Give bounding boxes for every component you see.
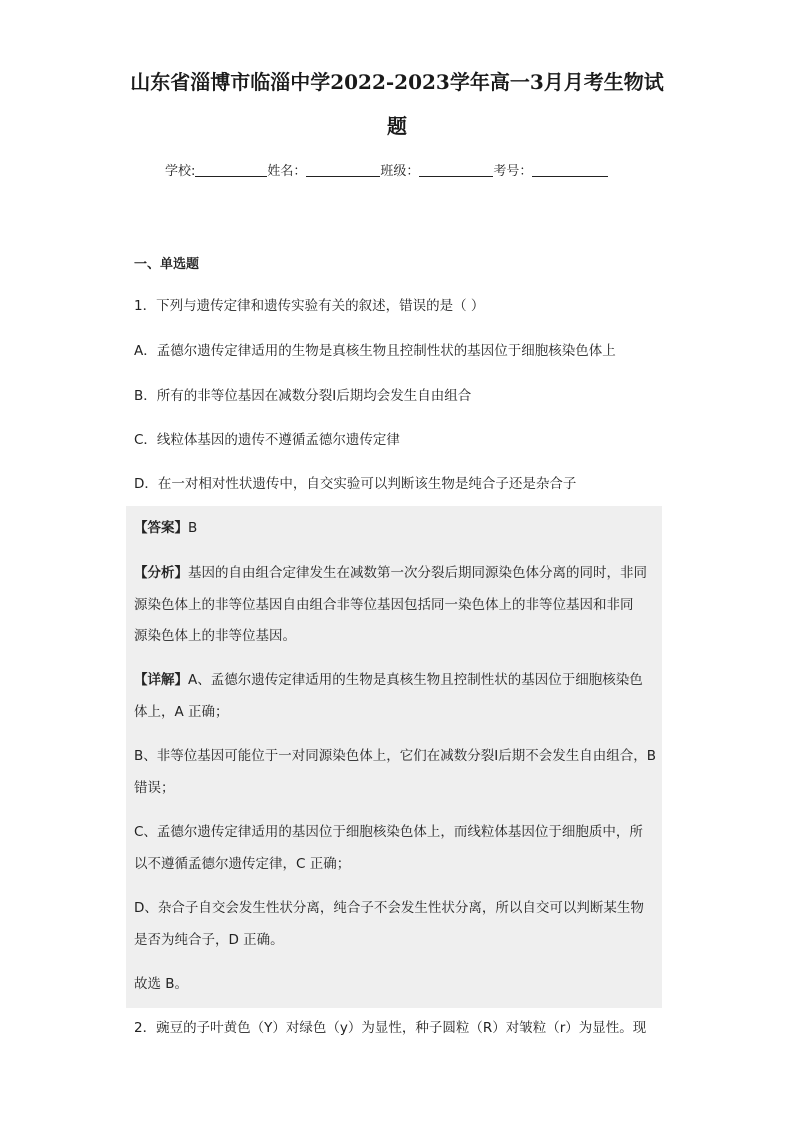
answer-line bbox=[134, 516, 197, 536]
student-info-row bbox=[165, 160, 608, 179]
analysis-line-3: 源染色体上的非等位基因。 bbox=[134, 628, 296, 644]
question-1-option-a: A．孟德尔遗传定律适用的生物是真核生物且控制性状的基因位于细胞核染色体上 bbox=[134, 343, 616, 359]
exam-number-blank[interactable] bbox=[532, 162, 608, 177]
class-blank[interactable] bbox=[419, 162, 493, 177]
document-title: 山东省淄博市临淄中学2022-2023学年高一3月月考生物试 bbox=[130, 70, 664, 94]
school-blank[interactable] bbox=[195, 162, 267, 177]
detail-c-line-1: C、孟德尔遗传定律适用的基因位于细胞核染色体上，而线粒体基因位于细胞质中，所 bbox=[134, 824, 643, 840]
school-label: 学校: bbox=[165, 164, 196, 179]
answer-value: B bbox=[188, 520, 198, 536]
question-1-option-d: D．在一对相对性状遗传中，自交实验可以判断该生物是纯合子还是杂合子 bbox=[134, 476, 577, 492]
detail-label: 【详解】 bbox=[134, 672, 188, 688]
answer-label: 【答案】 bbox=[134, 520, 188, 536]
conclusion-line: 故选 B。 bbox=[134, 976, 189, 992]
detail-d-line-2: 是否为纯合子，D 正确。 bbox=[134, 932, 284, 948]
detail-d-line-1: D、杂合子自交会发生性状分离，纯合子不会发生性状分离，所以自交可以判断某生物 bbox=[134, 900, 644, 916]
name-blank[interactable] bbox=[306, 162, 380, 177]
document-title-continued: 题 bbox=[387, 114, 407, 138]
detail-b-line-2: 错误； bbox=[134, 780, 175, 796]
detail-b-line-1: B、非等位基因可能位于一对同源染色体上，它们在减数分裂Ⅰ后期不会发生自由组合，B bbox=[134, 748, 657, 764]
question-1-option-b: B．所有的非等位基因在减数分裂Ⅰ后期均会发生自由组合 bbox=[134, 388, 472, 404]
detail-c-line-2: 以不遵循孟德尔遗传定律，C 正确； bbox=[134, 856, 351, 872]
name-label: 姓名： bbox=[267, 164, 307, 179]
section-heading: 一、单选题 bbox=[134, 257, 200, 272]
analysis-label: 【分析】 bbox=[134, 565, 188, 581]
analysis-line-2: 源染色体上的非等位基因自由组合非等位基因包括同一染色体上的非等位基因和非同 bbox=[134, 597, 634, 613]
analysis-line-1: 【分析】基因的自由组合定律发生在减数第一次分裂后期同源染色体分离的同时，非同 bbox=[134, 565, 647, 581]
exam-number-label: 考号： bbox=[493, 164, 533, 179]
class-label: 班级： bbox=[380, 164, 420, 179]
detail-a-line-2: 体上，A 正确； bbox=[134, 704, 229, 720]
question-1-stem: 1．下列与遗传定律和遗传实验有关的叙述，错误的是（ ） bbox=[134, 298, 485, 314]
question-1-option-c: C．线粒体基因的遗传不遵循孟德尔遗传定律 bbox=[134, 432, 400, 448]
detail-a-line-1: 【详解】A、孟德尔遗传定律适用的生物是真核生物且控制性状的基因位于细胞核染色 bbox=[134, 672, 643, 688]
question-2-stem: 2．豌豆的子叶黄色（Y）对绿色（y）为显性，种子圆粒（R）对皱粒（r）为显性。现 bbox=[134, 1020, 647, 1036]
